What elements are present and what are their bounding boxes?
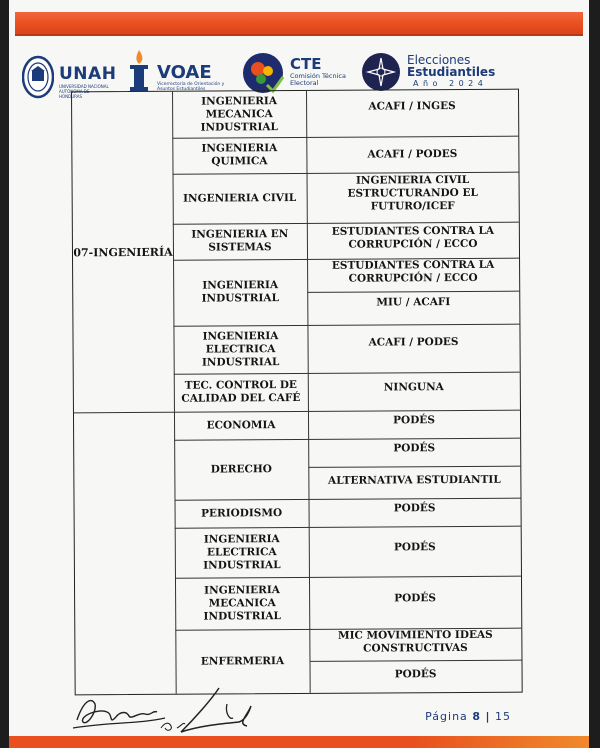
front-cell: PODÉS bbox=[394, 591, 436, 604]
career-cell: ECONOMIA bbox=[206, 418, 276, 432]
cte-logo-subtitle bbox=[290, 73, 346, 87]
career-cell: INGENIERIA MECANICA INDUSTRIAL bbox=[200, 94, 278, 134]
career-cell: INGENIERIA MECANICA INDUSTRIAL bbox=[203, 583, 281, 623]
elecciones-title: Elecciones bbox=[407, 53, 471, 67]
estudiantiles-title: Estudiantiles bbox=[407, 65, 496, 79]
voae-logo-subtitle: Vicerrectoría de Orientación y Asuntos Estudiantiles bbox=[157, 82, 225, 92]
front-cell: ACAFI / PODES bbox=[367, 147, 458, 161]
front-cell: ACAFI / PODES bbox=[368, 335, 459, 349]
page-number bbox=[425, 710, 511, 723]
front-cell: ESTUDIANTES CONTRA LA CORRUPCIÓN / ECCO bbox=[331, 258, 495, 285]
voae-torch-icon bbox=[126, 48, 152, 92]
cte-subtitle-line1: Comisión Técnica bbox=[290, 72, 346, 80]
front-cell: MIU / ACAFI bbox=[376, 295, 451, 309]
career-cell: INGENIERIA INDUSTRIAL bbox=[201, 279, 279, 305]
cte-logo-text: CTE bbox=[290, 55, 322, 73]
front-cell: ESTUDIANTES CONTRA LA CORRUPCIÓN / ECCO bbox=[331, 224, 495, 251]
candidates-table bbox=[71, 89, 523, 696]
page-current: 8 bbox=[472, 710, 481, 723]
cte-subtitle-line2: Electoral bbox=[290, 79, 319, 87]
front-cell: PODÉS bbox=[393, 501, 436, 514]
document-page bbox=[9, 0, 589, 748]
front-cell: PODÉS bbox=[393, 413, 435, 426]
top-orange-band bbox=[15, 12, 583, 36]
front-cell: INGENIERIA CIVIL ESTRUCTURANDO EL FUTURO/ICEF bbox=[347, 173, 478, 213]
front-cell: ALTERNATIVA ESTUDIANTIL bbox=[328, 473, 501, 487]
bottom-orange-band bbox=[9, 736, 589, 748]
career-cell: INGENIERIA ELECTRICA INDUSTRIAL bbox=[201, 329, 280, 369]
front-cell: PODÉS bbox=[394, 667, 437, 680]
front-cell: ACAFI / INGES bbox=[368, 99, 456, 113]
career-cell: INGENIERIA EN SISTEMAS bbox=[191, 228, 289, 254]
career-cell: PERIODISMO bbox=[201, 506, 283, 520]
unah-seal-icon bbox=[22, 55, 54, 99]
unah-logo-text: UNAH bbox=[59, 64, 117, 84]
career-cell: INGENIERIA ELECTRICA INDUSTRIAL bbox=[203, 532, 281, 572]
page-label: Página bbox=[425, 710, 468, 723]
handwritten-signature bbox=[69, 682, 259, 740]
front-cell: PODÉS bbox=[393, 540, 436, 553]
elecciones-emblem-icon bbox=[361, 52, 401, 92]
front-cell: PODÉS bbox=[393, 441, 436, 454]
year-label: Año 2024 bbox=[413, 79, 488, 88]
unah-logo-subtitle: UNIVERSIDAD NACIONAL AUTÓNOMA DE HONDURAS bbox=[59, 84, 109, 99]
faculty-cell: 07-INGENIERÍA bbox=[73, 245, 173, 259]
voae-logo-text: VOAE bbox=[157, 62, 212, 83]
page-total: 15 bbox=[495, 710, 511, 723]
career-cell: DERECHO bbox=[210, 462, 272, 476]
career-cell: TEC. CONTROL DE CALIDAD DEL CAFÉ bbox=[181, 378, 301, 405]
cte-gears-icon bbox=[241, 51, 285, 95]
page-separator: | bbox=[485, 710, 491, 723]
career-cell: ENFERMERIA bbox=[200, 654, 285, 668]
career-cell: INGENIERIA CIVIL bbox=[183, 191, 297, 205]
career-cell: INGENIERIA QUIMICA bbox=[201, 142, 278, 168]
front-cell: NINGUNA bbox=[383, 380, 444, 393]
front-cell: MIC MOVIMIENTO IDEAS CONSTRUCTIVAS bbox=[337, 628, 493, 655]
faculty-cell bbox=[74, 412, 176, 695]
